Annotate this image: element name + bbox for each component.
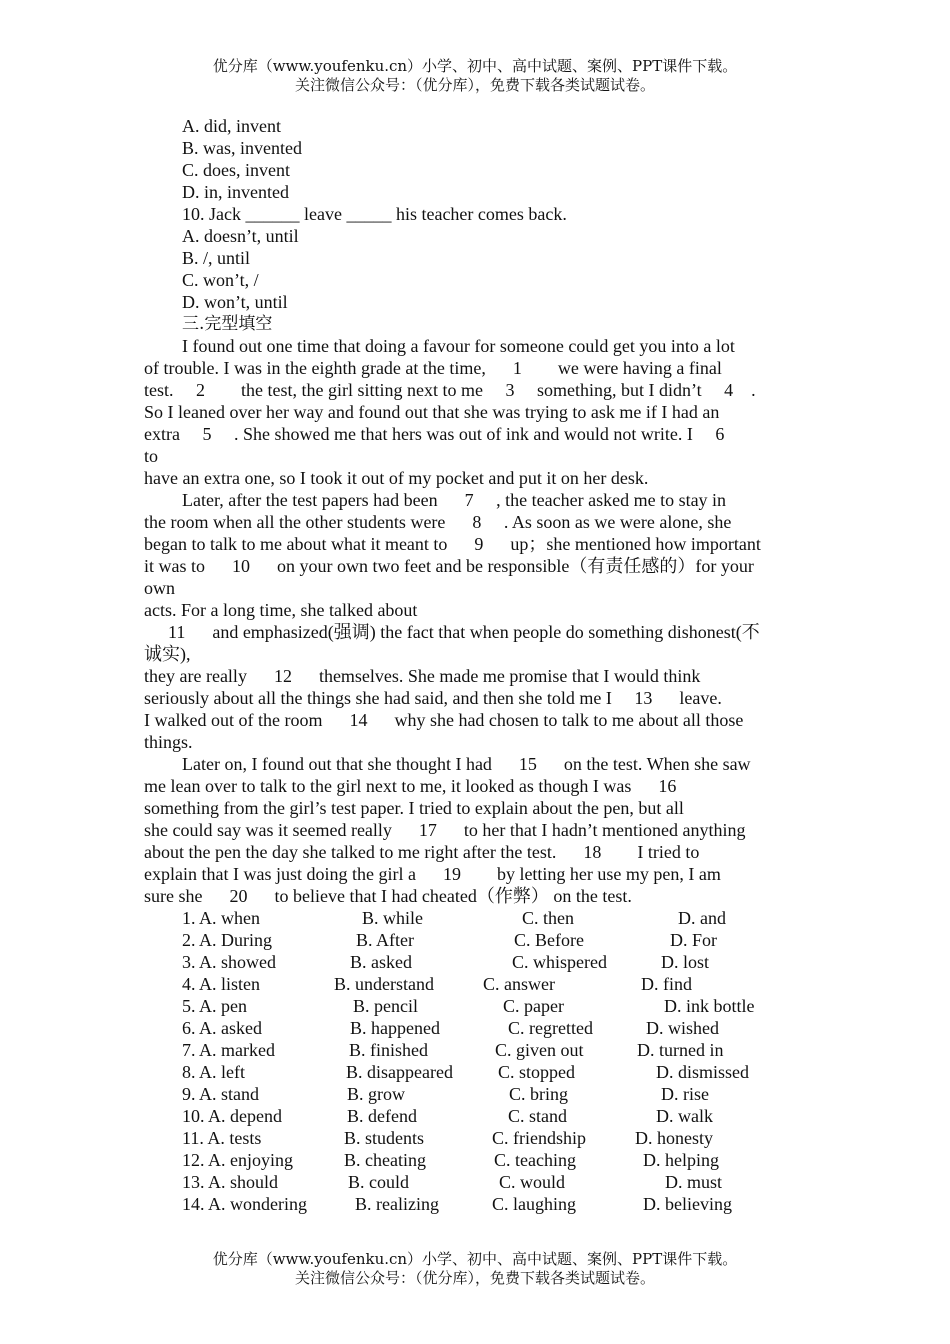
passage-line: to [144, 446, 159, 466]
option-c: C. stopped [498, 1062, 576, 1082]
option-b: B. disappeared [346, 1062, 453, 1082]
option-row [182, 1149, 882, 1171]
option-d: D. ink bottle [664, 996, 755, 1016]
option-d: D. and [678, 908, 726, 928]
option-d: D. rise [661, 1084, 709, 1104]
option-a: 1. A. when [182, 908, 260, 928]
option-row [182, 1017, 882, 1039]
option-a: 13. A. should [182, 1172, 279, 1192]
option-row [182, 1193, 882, 1215]
passage-line: have an extra one, so I took it out of my pocket and put it on her desk. [144, 468, 649, 488]
header-line-2: 关注微信公众号：（优分库），免费下载各类试题试卷。 [294, 76, 655, 94]
option-b: B. could [348, 1172, 409, 1192]
option-a: 10. A. depend [182, 1106, 282, 1126]
option-d: D. believing [643, 1194, 732, 1214]
passage-line: sure she 20 to believe that I had cheated（作弊） on the test. [144, 886, 632, 906]
option-c: C. teaching [494, 1150, 576, 1170]
answer-option: C. won’t, / [182, 270, 259, 290]
passage-line: explain that I was just doing the girl a 19 by letting her use my pen, I am [144, 864, 721, 884]
passage-line: extra 5 . She showed me that hers was out of ink and would not write. I 6 [144, 424, 725, 444]
option-d: D. wished [646, 1018, 719, 1038]
option-a: 4. A. listen [182, 974, 261, 994]
option-b: B. grow [347, 1084, 405, 1104]
option-b: B. pencil [353, 996, 418, 1016]
option-a: 9. A. stand [182, 1084, 260, 1104]
passage-line: Later on, I found out that she thought I had 15 on the test. When she saw [182, 754, 751, 774]
passage-line: something from the girl’s test paper. I tried to explain about the pen, but all [144, 798, 684, 818]
option-c: C. bring [509, 1084, 569, 1104]
option-b: B. After [356, 930, 414, 950]
option-row [182, 907, 882, 929]
passage-line: 诚实), [144, 644, 191, 664]
passage-line: test. 2 the test, the girl sitting next to me 3 something, but I didn’t 4 . [144, 380, 756, 400]
option-b: B. while [362, 908, 423, 928]
header-line-1: 优分库（www.youfenku.cn）小学、初中、高中试题、案例、PPT课件下载。 [212, 57, 738, 75]
passage-line: she could say was it seemed really 17 to her that I hadn’t mentioned anything [144, 820, 746, 840]
option-b: B. defend [347, 1106, 417, 1126]
footer-line-1: 优分库（www.youfenku.cn）小学、初中、高中试题、案例、PPT课件下载。 [212, 1250, 738, 1268]
option-row [182, 995, 882, 1017]
option-a: 5. A. pen [182, 996, 247, 1016]
passage-line: 11 and emphasized(强调) the fact that when people do something dishonest(不 [168, 622, 760, 642]
passage-line: me lean over to talk to the girl next to me, it looked as though I was 16 [144, 776, 677, 796]
passage-line: it was to 10 on your own two feet and be responsible（有责任感的）for your [144, 556, 754, 576]
option-b: B. asked [350, 952, 412, 972]
option-b: B. understand [334, 974, 434, 994]
option-c: C. Before [514, 930, 584, 950]
passage-line: I walked out of the room 14 why she had chosen to talk to me about all those [144, 710, 744, 730]
answer-option: B. /, until [182, 248, 251, 268]
option-b: B. finished [349, 1040, 428, 1060]
passage-line: of trouble. I was in the eighth grade at the time, 1 we were having a final [144, 358, 722, 378]
passage-line: seriously about all the things she had said, and then she told me I 13 leave. [144, 688, 722, 708]
option-c: C. whispered [512, 952, 607, 972]
option-b: B. happened [350, 1018, 440, 1038]
option-c: C. then [522, 908, 574, 928]
passage-line: I found out one time that doing a favour for someone could get you into a lot [182, 336, 735, 356]
option-c: C. would [499, 1172, 566, 1192]
passage-line: the room when all the other students were 8 . As soon as we were alone, she [144, 512, 732, 532]
option-c: C. paper [503, 996, 564, 1016]
page-footer [0, 1250, 950, 1288]
option-d: D. find [641, 974, 692, 994]
option-row [182, 1061, 882, 1083]
option-d: D. lost [661, 952, 710, 972]
page-header [0, 57, 950, 95]
passage-line: Later, after the test papers had been 7 , the teacher asked me to stay in [182, 490, 727, 510]
answer-option: A. did, invent [182, 116, 281, 136]
option-d: D. dismissed [656, 1062, 750, 1082]
option-a: 6. A. asked [182, 1018, 262, 1038]
option-a: 11. A. tests [182, 1128, 262, 1148]
option-c: C. laughing [492, 1194, 576, 1214]
footer-line-2: 关注微信公众号：（优分库），免费下载各类试题试卷。 [294, 1269, 655, 1287]
option-a: 2. A. During [182, 930, 272, 950]
passage-line: So I leaned over her way and found out that she was trying to ask me if I had an [144, 402, 720, 422]
answer-option: A. doesn’t, until [182, 226, 299, 246]
option-a: 12. A. enjoying [182, 1150, 293, 1170]
option-b: B. realizing [355, 1194, 439, 1214]
option-d: D. turned in [637, 1040, 724, 1060]
answer-option: D. won’t, until [182, 292, 288, 312]
answer-option: D. in, invented [182, 182, 289, 202]
option-a: 7. A. marked [182, 1040, 275, 1060]
option-b: B. cheating [344, 1150, 426, 1170]
option-c: C. friendship [492, 1128, 586, 1148]
option-d: D. For [670, 930, 718, 950]
option-row [182, 1039, 882, 1061]
section-heading: 三.完型填空 [182, 314, 273, 334]
option-row [182, 1127, 882, 1149]
option-c: C. given out [495, 1040, 584, 1060]
answer-option: C. does, invent [182, 160, 290, 180]
option-d: D. honesty [635, 1128, 713, 1148]
option-row [182, 1171, 882, 1193]
passage-line: things. [144, 732, 193, 752]
option-row [182, 951, 882, 973]
option-row [182, 929, 882, 951]
answer-option: B. was, invented [182, 138, 302, 158]
option-b: B. students [344, 1128, 425, 1148]
passage-line: about the pen the day she talked to me right after the test. 18 I tried to [144, 842, 700, 862]
option-a: 8. A. left [182, 1062, 245, 1082]
passage-line: acts. For a long time, she talked about [144, 600, 418, 620]
passage-line: they are really 12 themselves. She made me promise that I would think [144, 666, 701, 686]
option-row [182, 973, 882, 995]
option-row [182, 1083, 882, 1105]
option-c: C. stand [508, 1106, 568, 1126]
passage-line: own [144, 578, 175, 598]
option-row [182, 1105, 882, 1127]
option-a: 14. A. wondering [182, 1194, 307, 1214]
option-c: C. regretted [508, 1018, 593, 1038]
passage-line: began to talk to me about what it meant to 9 up；she mentioned how important [144, 534, 761, 554]
question-10: 10. Jack ______ leave _____ his teacher comes back. [182, 204, 567, 224]
option-d: D. walk [656, 1106, 713, 1126]
option-d: D. must [665, 1172, 723, 1192]
option-d: D. helping [643, 1150, 719, 1170]
option-c: C. answer [483, 974, 555, 994]
option-a: 3. A. showed [182, 952, 276, 972]
